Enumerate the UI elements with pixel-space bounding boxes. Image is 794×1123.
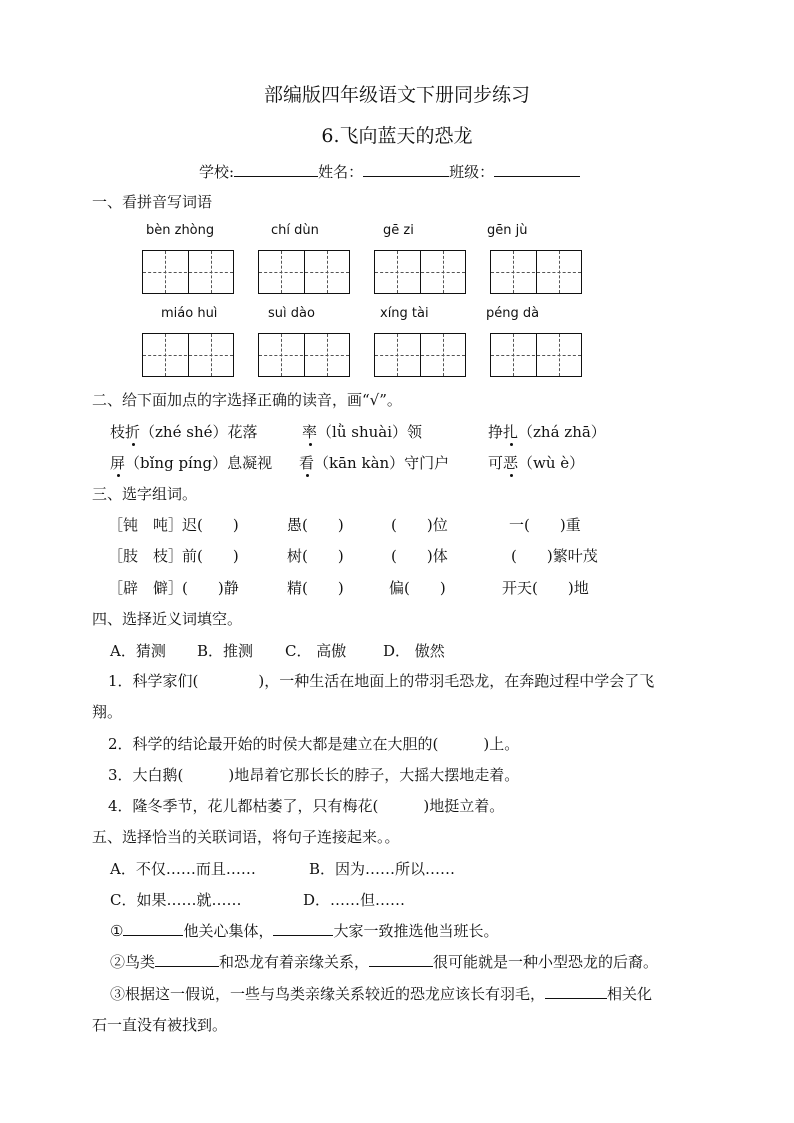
word-blank[interactable]: 迟( ) [182, 516, 239, 534]
pinyin-label: chí dùn [271, 223, 319, 238]
name-blank[interactable] [363, 162, 449, 177]
tianzige-box[interactable] [374, 333, 466, 377]
pronunciation-item: 挣扎（zhá zhā） [488, 423, 606, 441]
tianzige-box[interactable] [142, 250, 234, 294]
word-blank[interactable]: ( )静 [182, 579, 239, 597]
word-blank[interactable]: 愚( ) [287, 516, 344, 534]
pinyin-label: miáo huì [161, 306, 218, 321]
conjunction-blank[interactable] [369, 952, 433, 967]
conjunction-blank[interactable] [273, 921, 333, 936]
sentence-number: ② [110, 953, 126, 971]
section5-heading: 五、选择恰当的关联词语，将句子连接起来。。 [92, 828, 400, 846]
question-4: 4．隆冬季节，花儿都枯萎了，只有梅花( )地挺立着。 [108, 797, 505, 815]
option-item: B．推测 [197, 642, 254, 660]
option-item: C． 高傲 [285, 642, 347, 660]
dotted-char: 折 [125, 423, 141, 441]
pronunciation-item: 率（lǜ shuài）领 [302, 423, 423, 441]
char-pair-bracket: ［肢 枝］ [108, 547, 184, 565]
dotted-char: 屏 [110, 454, 126, 472]
pinyin-choice[interactable]: （bǐng píng） [125, 454, 228, 472]
question-1: 1．科学家们( )，一种生活在地面上的带羽毛恐龙，在奔跑过程中学会了飞 [108, 672, 655, 690]
dotted-char: 恶 [503, 454, 519, 472]
word-blank[interactable]: ( )繁叶茂 [511, 547, 598, 565]
pinyin-label: gē zi [383, 223, 414, 238]
school-label: 学校: [199, 163, 235, 181]
class-blank[interactable] [494, 162, 580, 177]
worksheet-title: 部编版四年级语文下册同步练习 [263, 84, 530, 106]
section2-heading: 二、给下面加点的字选择正确的读音，画“√”。 [92, 391, 402, 409]
option-item: D．……但…… [303, 891, 406, 909]
pinyin-label: xíng tài [380, 306, 429, 321]
sentence-2: ②鸟类 和恐龙有着亲缘关系， 很可能就是一种小型恐龙的后裔。 [110, 953, 659, 971]
word-blank[interactable]: 偏( ) [389, 579, 446, 597]
section3-heading: 三、选字组词。 [92, 485, 198, 503]
sentence-number: ① [110, 922, 124, 940]
lesson-title: 6.飞向蓝天的恐龙 [321, 125, 473, 147]
question-1-continued: 翔。 [92, 703, 123, 721]
pinyin-choice[interactable]: （lǜ shuài） [317, 423, 408, 441]
class-label: 班级： [449, 163, 495, 181]
dotted-char: 率 [302, 423, 318, 441]
school-blank[interactable] [234, 162, 318, 177]
pronunciation-item: 屏（bǐng píng）息凝视 [110, 454, 273, 472]
tianzige-box[interactable] [490, 250, 582, 294]
conjunction-blank[interactable] [123, 921, 183, 936]
pinyin-choice[interactable]: （wù è） [518, 454, 585, 472]
pronunciation-item: 枝折（zhé shé）花落 [110, 423, 258, 441]
dotted-char: 扎 [503, 423, 519, 441]
question-2: 2．科学的结论最开始的时侯大都是建立在大胆的( )上。 [108, 735, 520, 753]
word-blank[interactable]: 前( ) [182, 547, 239, 565]
conjunction-blank[interactable] [545, 984, 607, 999]
pinyin-label: gēn jù [487, 223, 528, 238]
word-blank[interactable]: 一( )重 [509, 516, 581, 534]
sentence-3-continued: 石一直没有被找到。 [92, 1016, 228, 1034]
char-pair-bracket: ［辟 僻］ [108, 579, 184, 597]
option-item: D． 傲然 [383, 642, 445, 660]
section1-heading: 一、看拼音写词语 [92, 193, 213, 211]
tianzige-box[interactable] [374, 250, 466, 294]
char-pair-bracket: ［钝 吨］ [108, 516, 184, 534]
option-item: B．因为……所以…… [309, 860, 456, 878]
pinyin-label: suì dào [268, 306, 315, 321]
sentence-3: ③根据这一假说，一些与鸟类亲缘关系较近的恐龙应该长有羽毛， 相关化 [110, 985, 653, 1003]
pinyin-choice[interactable]: （zhé shé） [140, 423, 228, 441]
pinyin-label: péng dà [486, 306, 540, 321]
pinyin-choice[interactable]: （kān kàn） [314, 454, 405, 472]
tianzige-box[interactable] [142, 333, 234, 377]
conjunction-blank[interactable] [155, 952, 219, 967]
name-label: 姓名： [318, 163, 364, 181]
tianzige-box[interactable] [258, 333, 350, 377]
word-blank[interactable]: 树( ) [287, 547, 344, 565]
pronunciation-item: 看（kān kàn）守门户 [299, 454, 450, 472]
word-blank[interactable]: ( )体 [391, 547, 448, 565]
section4-heading: 四、选择近义词填空。 [92, 610, 243, 628]
question-3: 3．大白鹅( )地昂着它那长长的脖子，大摇大摆地走着。 [108, 766, 520, 784]
pronunciation-item: 可恶（wù è） [488, 454, 585, 472]
option-item: A．猜测 [110, 642, 166, 660]
sentence-1: ① 他关心集体， 大家一致推选他当班长。 [110, 922, 499, 940]
option-item: C．如果……就…… [110, 891, 242, 909]
student-info-row [199, 161, 580, 182]
pinyin-choice[interactable]: （zhá zhā） [518, 423, 606, 441]
word-blank[interactable]: 精( ) [287, 579, 344, 597]
dotted-char: 看 [299, 454, 315, 472]
sentence-number: ③ [110, 985, 126, 1003]
word-blank[interactable]: ( )位 [391, 516, 448, 534]
word-blank[interactable]: 开天( )地 [502, 579, 589, 597]
option-item: A．不仅……而且…… [110, 860, 256, 878]
tianzige-box[interactable] [258, 250, 350, 294]
tianzige-box[interactable] [490, 333, 582, 377]
pinyin-label: bèn zhòng [146, 223, 215, 238]
